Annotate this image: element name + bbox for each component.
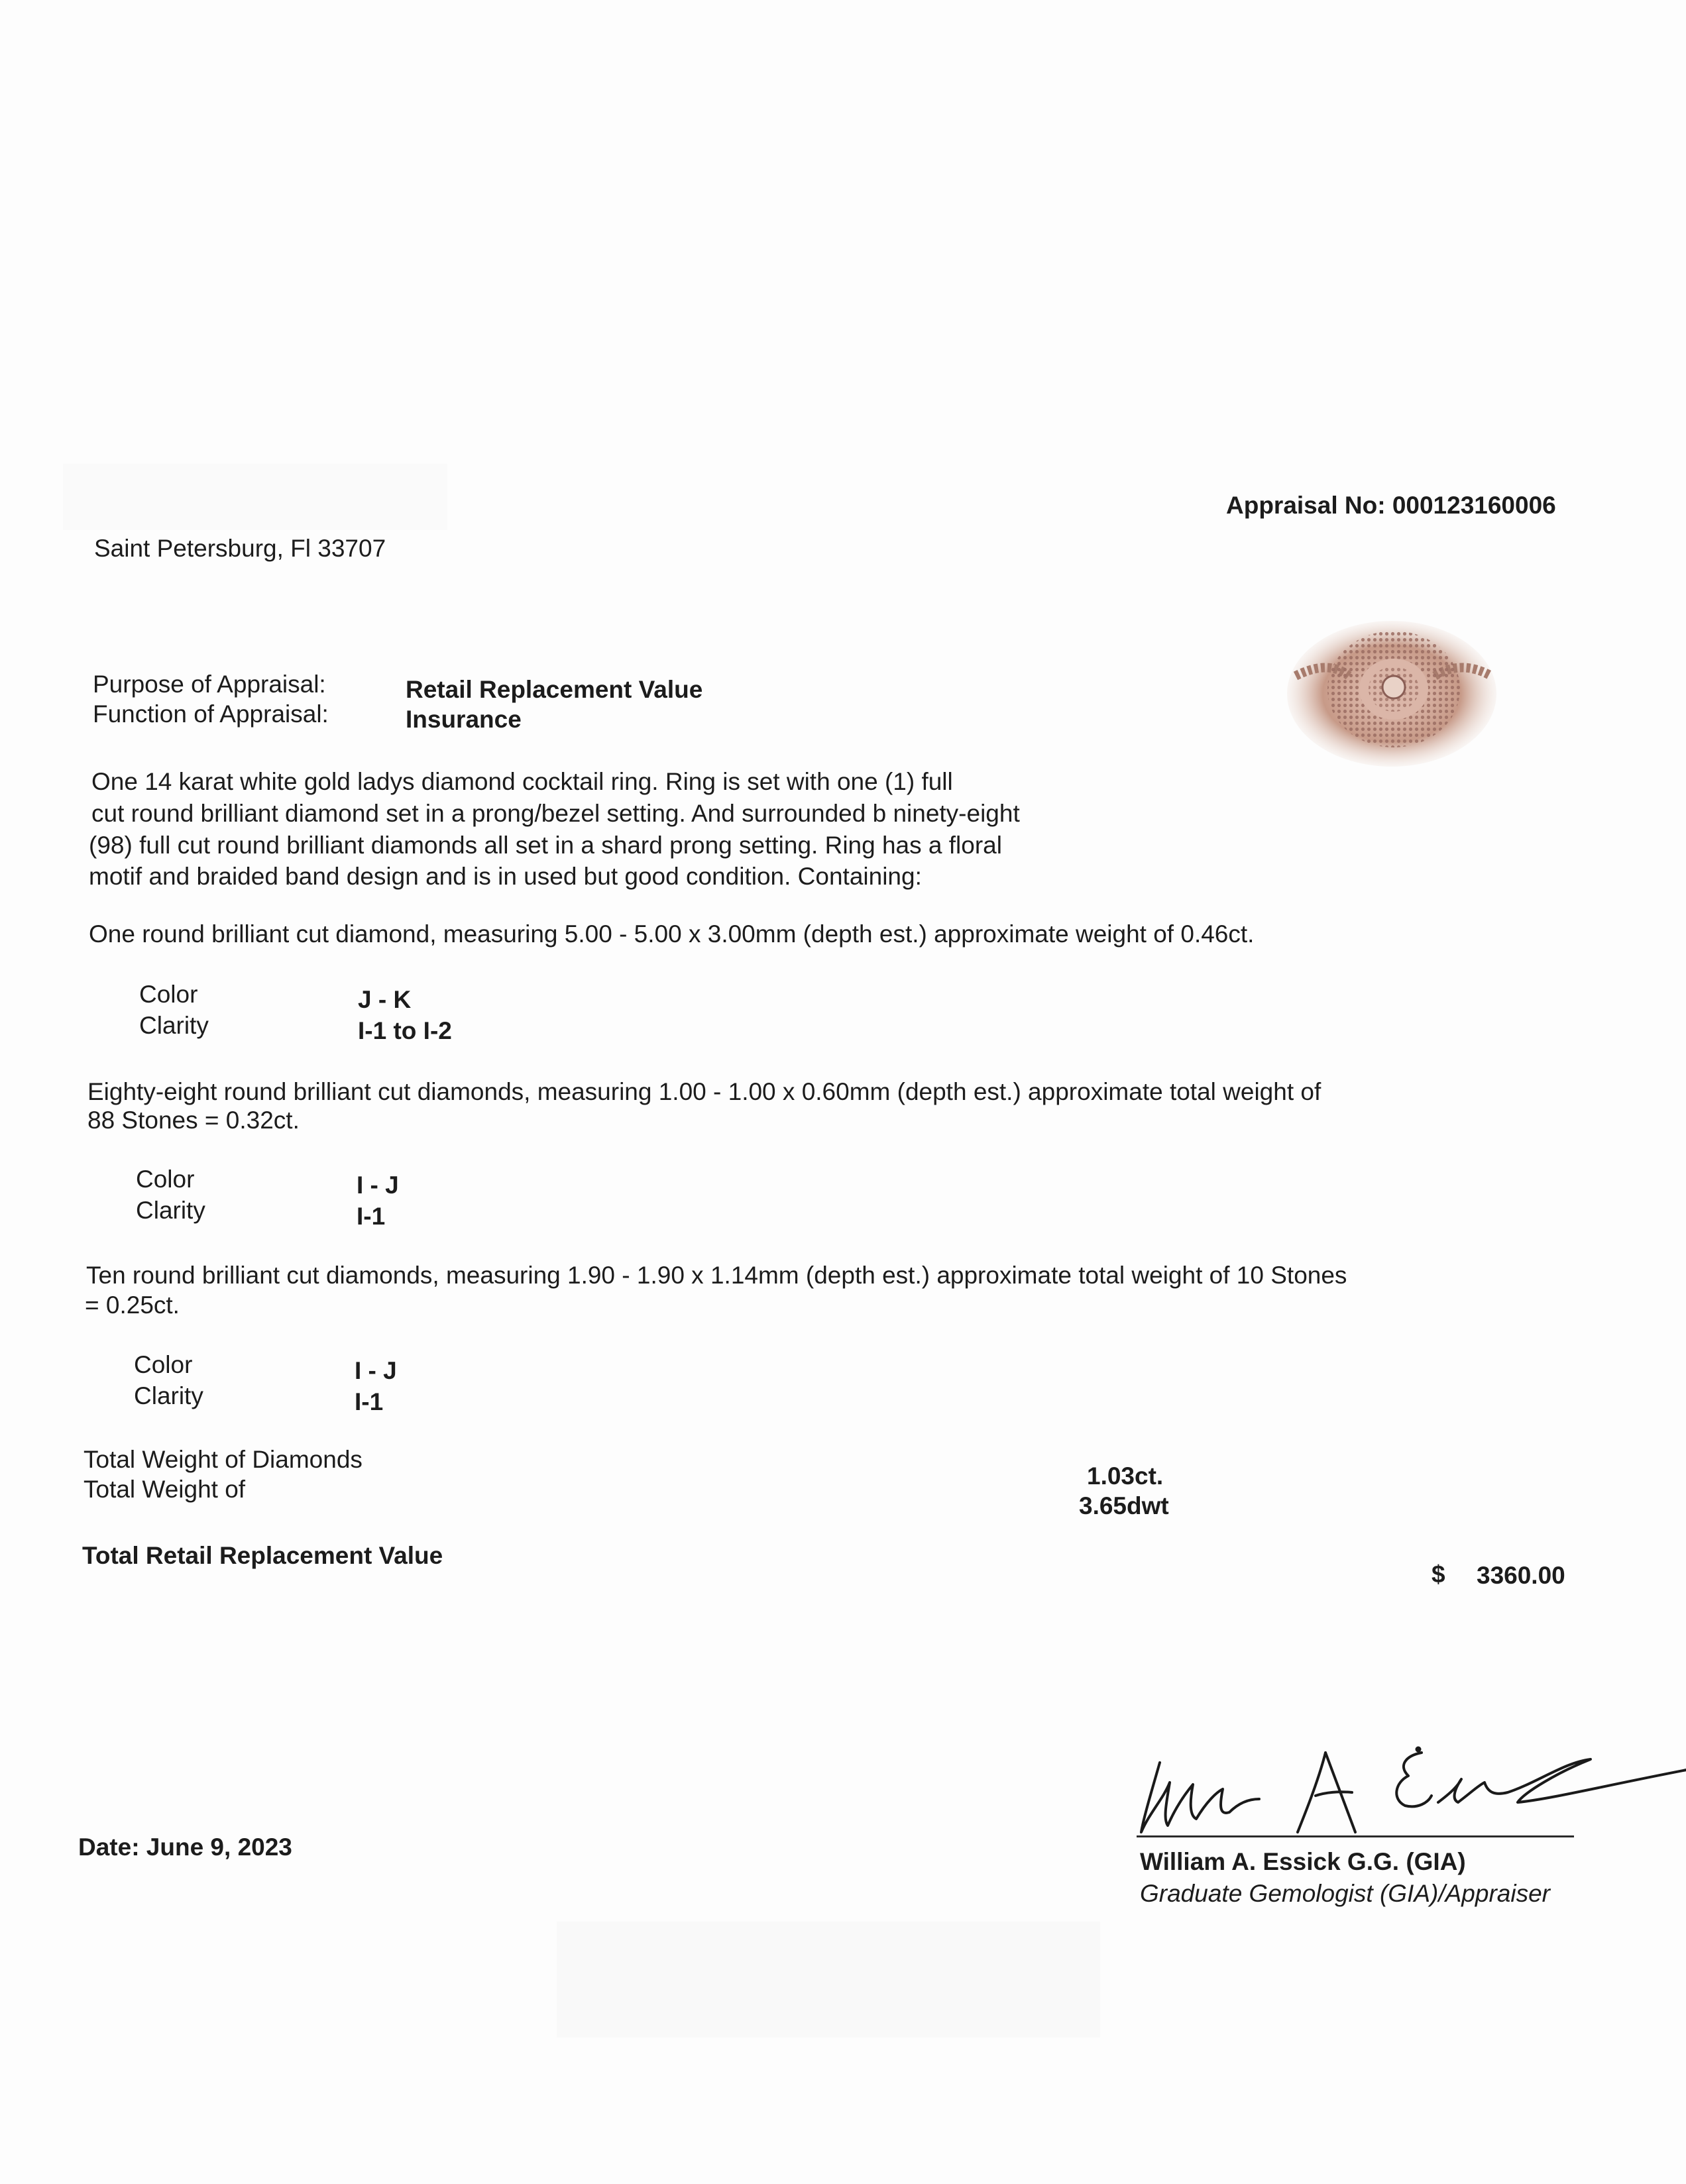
- stone-2-clarity-value: I-1: [357, 1203, 386, 1230]
- appraisal-date: Date: June 9, 2023: [78, 1833, 292, 1861]
- diamond-ring-photo: [1282, 613, 1501, 775]
- purpose-value: Retail Replacement Value: [406, 676, 703, 703]
- total-weight-value: 3.65dwt: [1079, 1492, 1169, 1519]
- stone-1-color-label: Color: [139, 981, 198, 1008]
- description-line-1: One 14 karat white gold ladys diamond cocktail ring. Ring is set with one (1) full: [91, 768, 953, 795]
- appraisal-number: Appraisal No: 000123160006: [1226, 492, 1556, 519]
- stone-1-color-value: J - K: [358, 986, 412, 1013]
- stone-1-clarity-value: I-1 to I-2: [358, 1017, 452, 1044]
- redacted-footer-block: [557, 1922, 1100, 2038]
- stone-3-clarity-value: I-1: [355, 1388, 384, 1415]
- total-retail-value: 3360.00: [1477, 1562, 1565, 1589]
- purpose-label: Purpose of Appraisal:: [93, 671, 326, 698]
- stone-3-color-label: Color: [134, 1351, 193, 1378]
- stone-2-description-line-2: 88 Stones = 0.32ct.: [87, 1107, 300, 1134]
- redacted-address-block: [63, 464, 447, 530]
- appraiser-name: William A. Essick G.G. (GIA): [1140, 1848, 1466, 1875]
- signature-line: [1137, 1835, 1574, 1837]
- total-weight-label: Total Weight of: [84, 1476, 246, 1503]
- description-line-2: cut round brilliant diamond set in a prong/bezel setting. And surrounded b ninety-eight: [91, 800, 1020, 827]
- stone-2-color-label: Color: [136, 1166, 195, 1193]
- stone-1-clarity-label: Clarity: [139, 1012, 209, 1039]
- description-line-3: (98) full cut round brilliant diamonds all set in a shard prong setting. Ring has a floral: [89, 832, 1002, 859]
- stone-3-description-line-2: = 0.25ct.: [85, 1291, 180, 1319]
- address-city-line: Saint Petersburg, Fl 33707: [94, 535, 386, 562]
- stone-2-color-value: I - J: [357, 1172, 399, 1199]
- handwritten-signature: [1127, 1726, 1686, 1859]
- stone-3-description-line-1: Ten round brilliant cut diamonds, measuring 1.90 - 1.90 x 1.14mm (depth est.) approximate total weight of 10 Stones: [86, 1262, 1347, 1289]
- function-value: Insurance: [406, 706, 522, 733]
- function-label: Function of Appraisal:: [93, 700, 329, 728]
- stone-2-description-line-1: Eighty-eight round brilliant cut diamonds, measuring 1.00 - 1.00 x 0.60mm (depth est.) approximate total weight of: [87, 1078, 1321, 1105]
- appraiser-title: Graduate Gemologist (GIA)/Appraiser: [1140, 1880, 1550, 1907]
- stone-2-clarity-label: Clarity: [136, 1197, 205, 1224]
- stone-3-clarity-label: Clarity: [134, 1382, 203, 1409]
- total-diamonds-value: 1.03ct.: [1087, 1462, 1164, 1490]
- currency-symbol: $: [1432, 1560, 1445, 1588]
- description-line-4: motif and braided band design and is in used but good condition. Containing:: [89, 863, 922, 890]
- stone-1-description: One round brilliant cut diamond, measuring 5.00 - 5.00 x 3.00mm (depth est.) approximate weight of 0.46ct.: [89, 920, 1255, 948]
- total-diamonds-label: Total Weight of Diamonds: [84, 1446, 363, 1473]
- stone-3-color-value: I - J: [355, 1357, 397, 1384]
- total-retail-label: Total Retail Replacement Value: [82, 1542, 443, 1569]
